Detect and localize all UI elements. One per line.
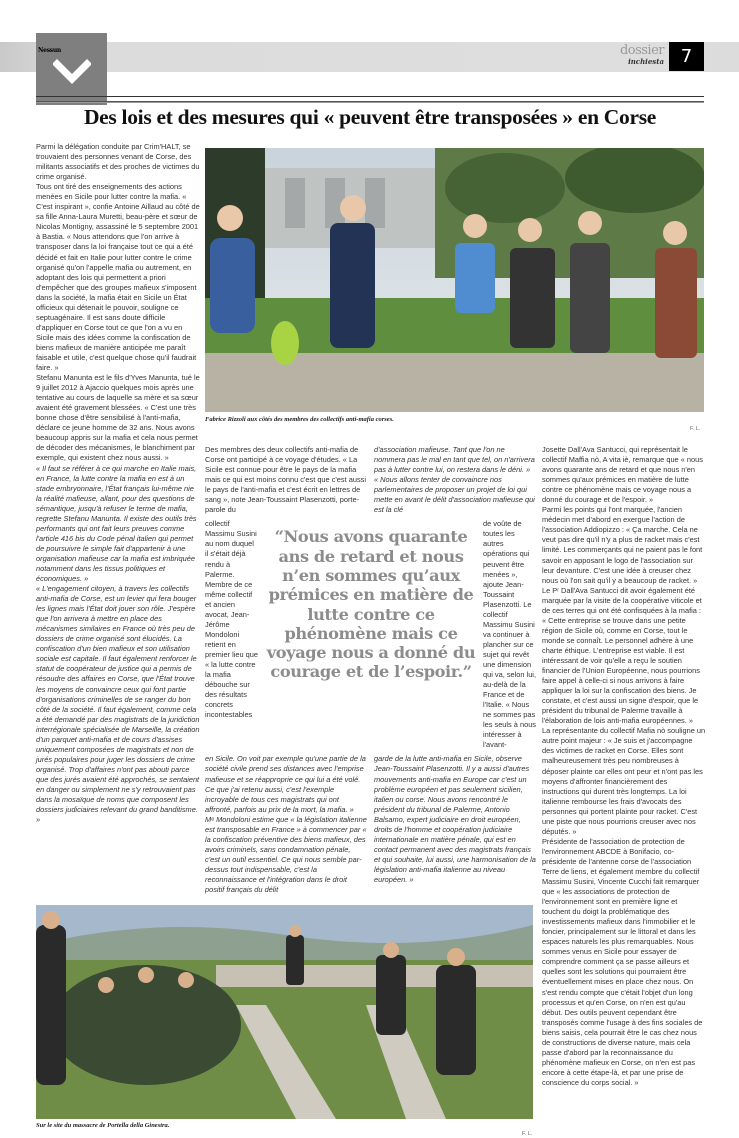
section-label-inchiesta: inchiesta: [628, 57, 664, 66]
paragraph: Présidente de l'association de protection de l'environnement ABCDE à Bonifacio, co-présidente de l'antenne corse de l'association Terre de liens, et également membre du collectif Massimu Susini, Vincente Cucchi fait remarquer que « les associations de protection de l'environnement sont en première ligne et touchent du doigt la problématique des investissements mafieux dans l'immobilier et le foncier, principalement sur le littoral et dans les espaces naturels les plus remarquables. Nous sommes venus en Sicile pour essayer de comprendre comment ça se passe ailleurs et quelles sont les solutions qui pourraient être éventuellement mises en place chez nous. On s'est rendu compte que c'était l'objet d'un long processus et qu'en Corse, on n'en est qu'au début. Des outils peuvent cependant être transposés comme l'usage à des fins sociales de biens saisis, cela pourrait être le cas chez nous de constructions de diverse nature, mais cela passe d'abord par la reconnaissance du phénomène mafieux en Corse, on n'en est pas encore à cette étape-là, et par une prise de conscience du corps social. »: [542, 836, 703, 1087]
page-number: 7: [669, 42, 704, 71]
paragraph: « L'engagement citoyen, à travers les collectifs anti-mafia de Corse, est un levier qui fera bouger les lignes mais l'État doit jouer son rôle. J'espère que l'on arrivera à mettre en place des mécanismes similaires en France où très peu de dossiers de crime organisé sont élucidés. La confiscation d'un bien mafieux et son utilisation sociale est capitale. Il faut également renforcer le statut de coopérateur de justice qui a permis de résoudre des affaires en Corse, que l'État trouve les moyens de convaincre ceux qui font partie d'organisations criminelles de se ranger du bon côté de la société. Il faut également, comme cela a été demandé par des magistrats de la juridiction interrégionale spécialisée de Marseille, la création d'un parquet anti-mafia et de cours d'assises uniquement composées de magistrats et non de jurés populaires pour juger les dossiers de crime organisé. Trop d'affaires n'ont pas abouti parce que des jurés avaient été approchés, se sentaient en danger ou simplement ne s'y retrouvaient pas dans la mosaïque de noms que composent les dossiers judiciaires relevant du grand banditisme. »: [36, 584, 200, 825]
photo-caption-bottom: Sur le site du massacre de Portella della Ginestra.: [36, 1122, 170, 1129]
article-column-2-narrow: [205, 519, 259, 720]
photo-portella-image: [36, 905, 533, 1119]
photo-caption-top: Fabrice Rizzoli aux côtés des membres des collectifs anti-mafia corses.: [205, 416, 394, 423]
checkmark-chevron-icon: [53, 58, 91, 84]
paragraph: collectif Massimu Susini au nom duquel il s'était déjà rendu à Palerme. Membre de ce même collectif et ancien avocat, Jean-Jérôme Mondoloni retient en premier lieu que « la lutte contre la mafia débouche sur des résultats concrets incontestables: [205, 519, 258, 720]
photo-delegation-group: [205, 148, 704, 412]
paragraph: Parmi la délégation conduite par Crim'HALT, se trouvaient des personnes venant de Corse, des militants associatifs et des proches de victimes du crime organisé.: [36, 142, 200, 182]
paragraph: « Il faut se référer à ce qui marche en Italie mais, en France, la lutte contre la mafia en est à un stade embryonnaire, l'État français lui-même nie la réalité mafieuse, allant, pour des questions de sémantique, jusqu'à refuser le terme de mafia, regrette Stefanu Manunta. Il existe des outils très performants qui ont fait leurs preuves comme l'article 416 bis du Code pénal italien qui permet de poursuivre le simple fait d'appartenir à une organisation mafieuse car la mafia est imbriquée notamment dans les tissus politiques et économiques. »: [36, 463, 197, 584]
article-column-2: [205, 445, 367, 515]
paragraph: Mᵉ Mondoloni estime que « la législation italienne est transposable en France » à commencer par « la confiscation préventive des biens mafieux, des avoirs criminels, sans condamnation pénale, c'est un outil essentiel. Ce qui nous semble par-dessus tout indispensable, c'est la reconnaissance et l'intégration dans le droit positif français du délit: [205, 814, 367, 895]
photo-credit-top: F. L.: [690, 426, 701, 432]
photo-portella-site: [36, 905, 533, 1119]
article-column-3: [374, 445, 536, 515]
header-divider-thin: [36, 102, 704, 103]
logo-text: Nessun: [38, 47, 61, 54]
article-column-1: [36, 142, 200, 825]
paragraph: d'association mafieuse. Tant que l'on ne nommera pas le mal en tant que tel, on n'arrivera pas à lutter contre lui, on restera dans le déni. » « Nous allons tenter de convaincre nos parlementaires de proposer un projet de loi qui mette en avant le délit d'association mafieuse qui est la clé: [374, 445, 535, 515]
paragraph: Des membres des deux collectifs anti-mafia de Corse ont participé à ce voyage d'études. « La Sicile est connue pour être le pays de la mafia mais ce qui est moins connu c'est que c'est aussi le pays de l'anti-mafia et c'est écrit en lettres de sang », note Jean-Toussaint Plasenzotti, porte-parole du: [205, 445, 366, 515]
paragraph: en Sicile. On voit par exemple qu'une partie de la société civile prend ses distances avec l'emprise mafieuse et se réapproprie ce qui lui a été volé. Ce que j'ai retenu aussi, c'est l'exemple incroyable de tous ces magistrats qui ont affronté, parfois au prix de la mort, la mafia. »: [205, 754, 366, 814]
paragraph: La représentante du collectif Mafia nò souligne un autre point majeur : « Je suis et j'accompagne des victimes de racket en Corse. Elles sont malheureusement très peu nombreuses à déposer plainte car elles ont peur et n'ont pas les moyens d'affronter financièrement des instructions qui durent très longtemps. La loi italienne rembourse les frais d'avocats des personnes qui portent plainte pour racket. C'est une piste que nous pourrions creuser avec nos députés. »: [542, 726, 706, 836]
article-column-2-rest: [205, 754, 367, 895]
section-label: [612, 44, 664, 66]
section-label-dossier: dossier: [619, 43, 664, 58]
paragraph: garde de la lutte anti-mafia en Sicile, observe Jean-Toussaint Plasenzotti. Il y a aussi d'autres mouvements anti-mafia en Europe car c'est un problème européen et pas seulement sicilien, italien ou corse. Nous avons rencontré le président du tribunal de Palerme, Antonio Balsamo, expert judiciaire en droit européen, droits de l'homme et coopération judiciaire internationale en matière pénale, qui est en contact permanent avec des magistrats français et qui souhaite, lui aussi, une harmonisation de la législation anti-mafia italienne au niveau européen. »: [374, 754, 536, 884]
photo-credit-bottom: F. L.: [522, 1131, 533, 1137]
article-middle-block: [205, 445, 537, 895]
paragraph: Tous ont tiré des enseignements des actions menées en Sicile pour lutter contre la mafia. « C'est inspirant », confie Antoine Aillaud au côté de sa fille Anna-Laura Muretti, beau-père et sœur de Nicolas Montigny, assassiné le 5 septembre 2001 à Bastia. « Nous attendons que l'on arrive à transposer dans la loi française tout ce qui a été décidé et fait en Italie pour lutter contre le crime organisé qu'on l'appelle mafia ou autrement, en adoptant des lois qui permettent a priori d'empêcher que des groupes mafieux s'imposent dans la société, la mafia était en Sicile un État officieux qui détenait le pouvoir, souligne ce septuagénaire. Il est sans doute difficile d'appliquer en Corse tout ce que l'on a vu en Sicile mais des idées comme la confiscation de biens mafieux de manière anticipée me paraît faisable et utile, c'est quelque chose qu'il faudrait faire. »: [36, 182, 200, 373]
photo-delegation-image: [205, 148, 704, 412]
article-column-4: [542, 445, 706, 1088]
article-column-3-rest: [374, 754, 536, 895]
pull-quote: “Nous avons quarante ans de retard et nous n’en sommes qu’aux prémices en matière de lutte contre ce phénomène mais ce voyage nous a donné du courage et de l’espoir.”: [266, 527, 476, 682]
paragraph: Stefanu Manunta est le fils d'Yves Manunta, tué le 9 juillet 2012 à Ajaccio quelques mois après une tentative au cours de laquelle sa mère et sa sœur avaient été gravement blessées. « C'est une très bonne chose d'être sensibilisé à l'anti-mafia, déclare ce jeune homme de 32 ans. Nous avons beaucoup appris sur la mafia et cela nous permet de décoder des mécanismes, le blanchiment par exemple, qui existent chez nous aussi. »: [36, 373, 200, 463]
article-column-3-narrow: [483, 519, 537, 750]
article-headline: Des lois et des mesures qui « peuvent être transposées » en Corse: [83, 105, 657, 129]
paragraph: de voûte de toutes les autres opérations qui peuvent être menées », ajoute Jean-Toussaint Plasenzotti. Le collectif Massimu Susini va continuer à plancher sur ce sujet qui revêt une dimension qui va, selon lui, au-delà de la France et de l'Italie. « Nous ne sommes pas les seuls à nous intéresser à l'avant-: [483, 519, 536, 750]
paragraph: Parmi les points qui l'ont marquée, l'ancien médecin met d'abord en exergue l'action de l'association Addiopizzo : « Ça marche. Cela ne veut pas dire qu'il n'y a plus de racket mais c'est limité. Les commerçants qui ne paient pas le font savoir en apposant le logo de l'association sur leur devanture. C'est une idée à creuser chez nous où l'on sait qu'il y a beaucoup de racket. »: [542, 505, 703, 585]
paragraph: Le Pʳ Dall'Ava Santucci dit avoir également été marquée par la visite de la coopérative viticole et de ces terres qui ont été confisquées à la mafia : « Cette entreprise se trouve dans une petite région de Sicile où, comme en Corse, tout le monde se connaît. Le personnel adhère à une charte éthique. L'entreprise est viable. Il est intéressant de voir qu'elle a reçu le soutien financier de l'Union Européenne, nous pourrions faire appel à celle-ci si nous arrivons à faire appliquer la loi sur la confiscation des biens. Je constate, et c'est aussi un signe d'espoir, que le président du tribunal de Palerme travaille à l'élaboration de lois anti-mafia européennes. »: [542, 585, 702, 726]
paragraph: Josette Dall'Ava Santucci, qui représentait le collectif Maffia nò, A vita iè, remarque que « nous avons quarante ans de retard et que nous n'en sommes qu'aux prémices en matière de lutte contre ce phénomène mais ce voyage nous a donné du courage et de l'espoir. »: [542, 445, 703, 505]
